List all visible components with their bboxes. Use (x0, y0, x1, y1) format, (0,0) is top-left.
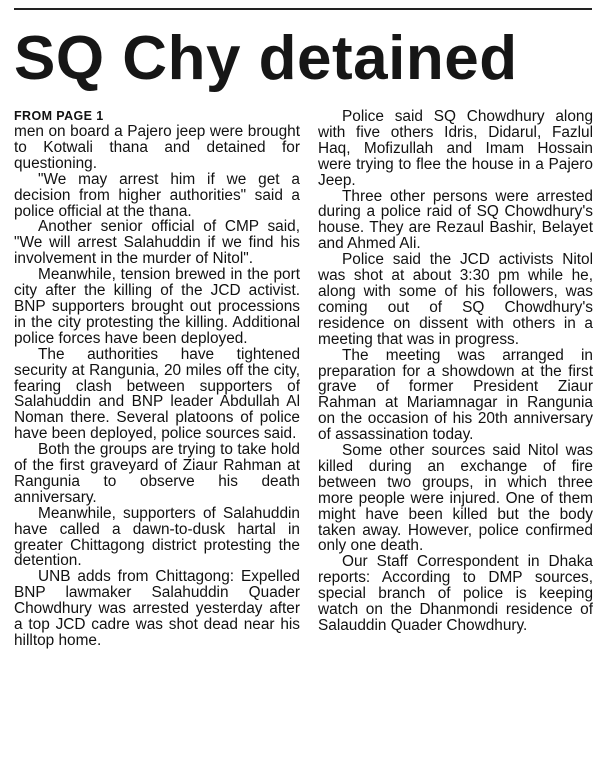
paragraph: Police said the JCD activists Nitol was shot at about 3:30 pm while he, along with some of his followers, was coming out of SQ Chowdhury's residence on dissent with others in a meeting that was in progress. (318, 251, 593, 348)
paragraph: Both the groups are trying to take hold of the first graveyard of Ziaur Rahman at Rangunia to observe his death anniversary. (14, 441, 300, 506)
paragraph: Meanwhile, tension brewed in the port city after the killing of the JCD activist. BNP supporters brought out processions in the city protesting the killing. Additional police forces have been deployed. (14, 266, 300, 347)
top-rule (14, 8, 592, 10)
paragraph: Meanwhile, supporters of Salahuddin have called a dawn-to-dusk hartal in greater Chittagong district protesting the detention. (14, 504, 300, 570)
paragraph: The meeting was arranged in preparation for a showdown at the first grave of former President Ziaur Rahman at Mariamnagar in Rangunia on the occasion of his 20th anniversary of assassination today. (318, 346, 593, 444)
paragraph: men on board a Pajero jeep were brought to Kotwali thana and detained for questioning. (14, 123, 300, 172)
paragraph: Our Staff Correspondent in Dhaka reports: According to DMP sources, special branch of police is keeping watch on the Dhanmondi residence of Salauddin Quader Chowdhury. (318, 553, 593, 634)
left-column (14, 109, 300, 759)
kicker: FROM PAGE 1 (14, 109, 104, 123)
paragraph: UNB adds from Chittagong: Expelled BNP lawmaker Salahuddin Quader Chowdhury was arrested yesterday after a top JCD cadre was shot dead near his hilltop home. (14, 568, 300, 649)
paragraph: Three other persons were arrested during a police raid of SQ Chowdhury's house. They are Rezaul Bashir, Belayet and Ahmed Ali. (318, 187, 593, 253)
paragraph: Some other sources said Nitol was killed during an exchange of fire between two groups, in which three more people were injured. One of them might have been killed but the body taken away. However, police confirmed only one death. (318, 442, 593, 555)
paragraph: "We may arrest him if we get a decision from higher authorities" said a police official at the thana. (14, 170, 300, 220)
right-column (318, 109, 593, 759)
headline: SQ Chy detained (14, 24, 518, 93)
paragraph: The authorities have tightened security at Rangunia, 20 miles off the city, fearing clash between supporters of Salahuddin and BNP leader Abdullah Al Noman there. Several platoons of police have been deployed, police sources said. (14, 345, 300, 443)
paragraph: Police said SQ Chowdhury along with five others Idris, Didarul, Fazlul Haq, Mofizullah and Imam Hossain were trying to flee the house in a Pajero Jeep. (318, 109, 593, 189)
paragraph: Another senior official of CMP said, "We will arrest Salahuddin if we find his involvement in the murder of Nitol". (14, 218, 300, 268)
